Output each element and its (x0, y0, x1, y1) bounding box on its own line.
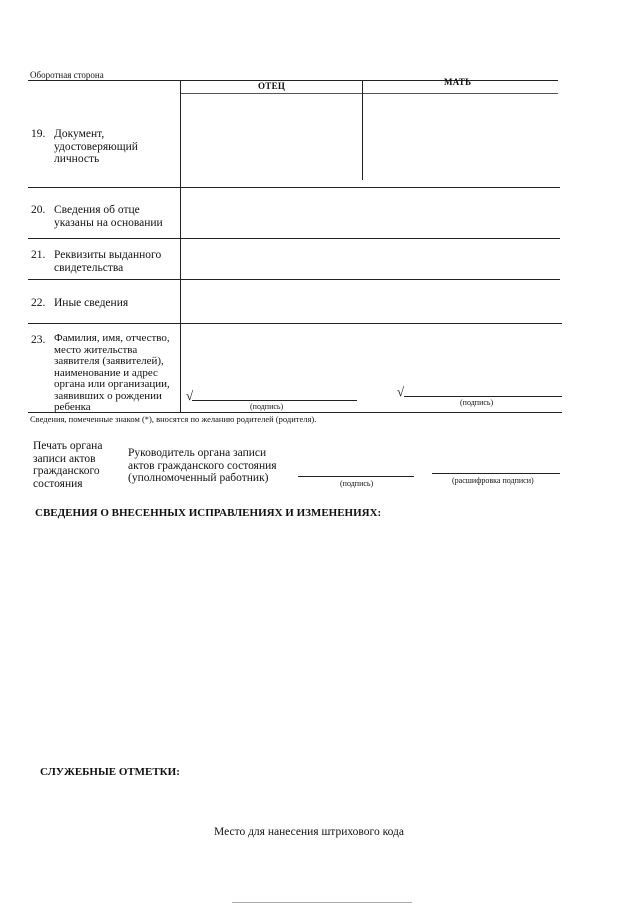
row-20-number: 20. (31, 204, 46, 216)
row-22-label: Иные сведения (54, 297, 129, 309)
service-marks-heading: СЛУЖЕБНЫЕ ОТМЕТКИ: (40, 766, 180, 778)
column-header-mother: МАТЬ (444, 77, 472, 87)
bottom-edge-line (232, 902, 412, 903)
parents-column-divider (362, 80, 363, 180)
row-20-bottom-line (28, 238, 560, 239)
table-top-line (28, 80, 558, 81)
row-19-number: 19. (31, 128, 46, 140)
row-20-label: Сведения об отце указаны на основании (54, 204, 163, 229)
row-21-bottom-line (28, 279, 560, 280)
head-decode-line (432, 473, 560, 474)
header-bottom-line (180, 93, 558, 94)
label-column-divider (180, 80, 181, 412)
corrections-heading: СВЕДЕНИЯ О ВНЕСЕННЫХ ИСПРАВЛЕНИЯХ И ИЗМЕНЕНИЯХ: (35, 507, 382, 519)
side-label: Оборотная сторона (30, 70, 104, 80)
column-header-father: ОТЕЦ (258, 81, 286, 91)
row-21-number: 21. (31, 249, 46, 261)
signature-caption-father: (подпись) (250, 402, 284, 411)
signature-line-father (192, 400, 357, 401)
signature-line-mother (404, 396, 562, 397)
head-decode-caption: (расшифровка подписи) (452, 476, 534, 485)
row-22-bottom-line (28, 323, 562, 324)
row-19-label: Документ, удостоверяющий личность (54, 128, 138, 165)
head-signature-line (298, 476, 414, 477)
row-23-number: 23. (31, 334, 46, 346)
row-22-number: 22. (31, 297, 46, 309)
barcode-placeholder-label: Место для нанесения штрихового кода (214, 826, 404, 838)
footnote: Сведения, помеченные знаком (*), вносятся по желанию родителей (родителя). (30, 414, 317, 424)
stamp-block: Печать органа записи актов гражданского состояния (33, 440, 103, 490)
head-signature-caption: (подпись) (340, 479, 374, 488)
row-19-bottom-line (28, 187, 560, 188)
check-mark-father: √ (186, 388, 194, 403)
check-mark-mother: √ (397, 384, 405, 399)
head-block: Руководитель органа записи актов гражданского состояния (уполномоченный работник) (128, 447, 277, 484)
row-21-label: Реквизиты выданного свидетельства (54, 249, 162, 274)
row-23-label: Фамилия, имя, отчество, место жительства заявителя (заявителей), наименование и адрес органа или организации, заявивших о рождении ребенка (54, 332, 170, 413)
signature-caption-mother: (подпись) (460, 398, 494, 407)
